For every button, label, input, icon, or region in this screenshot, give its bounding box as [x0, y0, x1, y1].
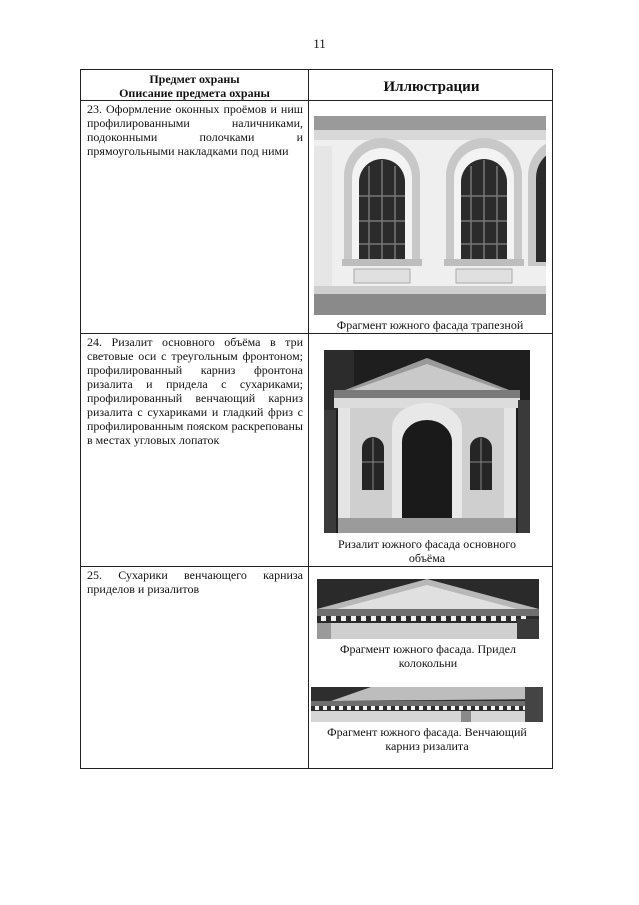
row-divider-23 — [81, 333, 552, 334]
row-23-caption: Фрагмент южного фасада трапезной — [336, 318, 524, 332]
photo-bell-tower-chapel — [317, 579, 539, 639]
header-subject-description: Описание предмета охраны — [119, 86, 270, 100]
row-divider-header — [81, 100, 552, 101]
row-24-caption: Ризалит южного фасада основного объёма — [337, 537, 516, 565]
row-24-description: 24. Ризалит основного объёма в три световые оси с треугольным фронтоном; профилированный карниз фронтона ризалита и придела с сухариками; профилированный венчающий карниз ризалита с сухариками и гладкий фриз с профилированным пояском раскрепованы в местах угловых лопаток — [87, 335, 303, 447]
row-divider-24 — [81, 566, 552, 567]
row-25-caption-2: Фрагмент южного фасада. Венчающий карниз ризалита — [327, 725, 527, 753]
photo-risalit-cornice — [311, 687, 543, 722]
page-number: 11 — [313, 36, 326, 51]
protection-table — [80, 69, 553, 769]
header-subject — [81, 72, 308, 100]
photo-refectory-windows — [314, 116, 546, 315]
header-illustrations: Иллюстрации — [383, 79, 480, 95]
photo-risalit-south-facade — [324, 350, 530, 533]
row-25-caption-1: Фрагмент южного фасада. Придел колокольни — [340, 642, 516, 670]
column-divider — [308, 70, 309, 768]
row-23-description: 23. Оформление оконных проёмов и ниш профилированными наличниками, подоконными полочками и прямоугольными накладками под ними — [87, 102, 303, 158]
row-25-description: 25. Сухарики венчающего карниза приделов и ризалитов — [87, 568, 303, 596]
header-subject-title: Предмет охраны — [149, 72, 240, 86]
